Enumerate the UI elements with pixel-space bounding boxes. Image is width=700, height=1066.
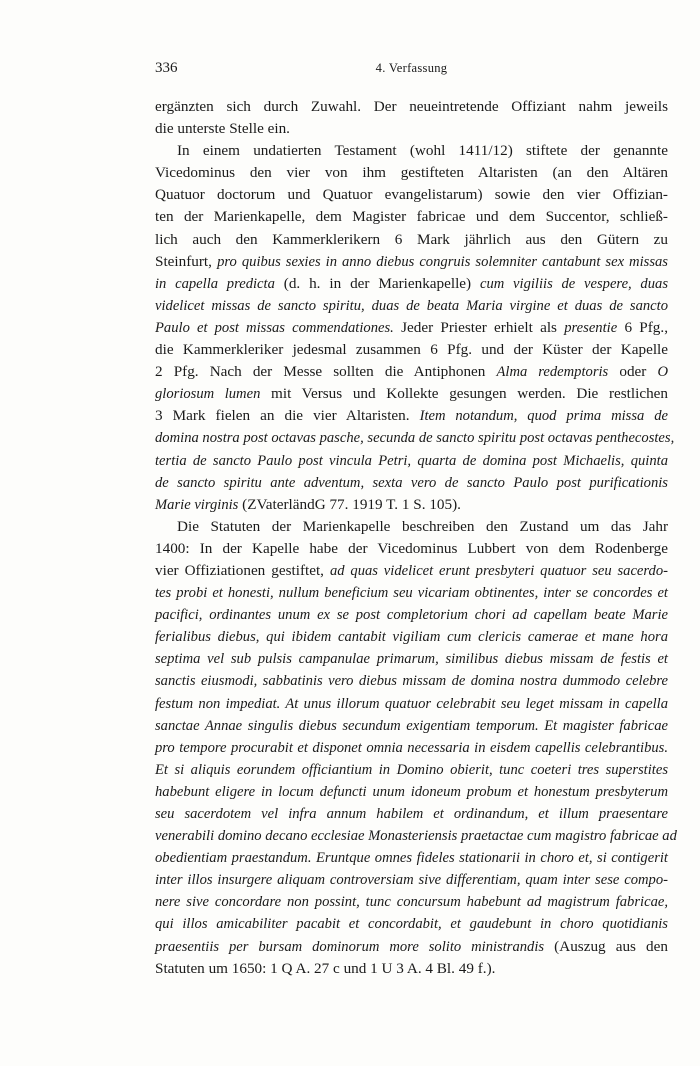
italic-quote-segment: presentie [564,319,618,336]
text-line [155,229,668,251]
text-line [155,958,668,980]
text-line [155,96,668,118]
text-line [155,427,675,449]
text-line [155,891,668,913]
text-line [155,494,668,516]
italic-quote-segment: de sancto spiritu ante adventum, sexta vero de sancto Paulo post purificationis [155,474,668,491]
text-segment: lich auch den Kammerklerikern 6 Mark jährlich aus den Gütern zu [155,230,668,248]
text-line [155,604,668,626]
italic-quote-segment: Item notandum, quod prima missa de [419,408,668,425]
italic-quote-segment: seu sacerdotem vel infra annum habilem et ordinandum, et illum praesentare [155,806,668,822]
text-line [155,361,668,383]
italic-quote-segment: habebunt eligere in locum defuncti unum idoneum probum et honestum presbyterum [155,783,668,800]
text-segment: die Kammerkleriker jedesmal zusammen 6 Pfg. und der Küster der Kapelle [155,341,668,359]
text-segment: (Auszug aus den [544,937,668,955]
text-segment: Statuten um 1650: 1 Q A. 27 c und 1 U 3 A. 4 Bl. 49 f.). [155,959,496,977]
text-line [155,648,668,670]
text-line [155,162,668,184]
text-line [155,781,668,803]
text-segment: Quatuor doctorum und Quatuor evangelistarum) sowie den vier Offizian- [155,186,668,204]
italic-quote-segment: in capella predicta [155,275,275,292]
text-line [155,560,668,582]
italic-quote-segment: nere sive concordare non possint, tunc concursum habebunt ad magistrum fabricae, [155,894,668,911]
italic-quote-segment: ferialibus diebus, qui ibidem cantabit vigiliam cum clericis camerae et mane hora [155,629,668,646]
text-segment: 6 Pfg., [617,318,668,336]
text-segment: ten der Marienkapelle, dem Magister fabricae und dem Succentor, schließ- [155,208,668,226]
text-segment: mit Versus und Kollekte gesungen werden. Die restlichen [260,385,668,403]
italic-quote-segment: gloriosum lumen [155,386,261,403]
text-segment: (d. h. in der Marienkapelle) [274,274,480,292]
text-segment: Jeder Priester erhielt als [393,318,565,336]
text-line [155,184,668,206]
text-line [155,317,668,339]
italic-quote-segment: ad quas videlicet erunt presbyteri quatuor seu sacerdo- [329,562,668,579]
italic-quote-segment: sanctis eiusmodi, sabbatinis vero diebus missam de domina nostra dummodo celebre [155,673,668,690]
text-line [155,869,668,891]
text-line [155,118,668,140]
italic-quote-segment: cum vigiliis de vespere, duas [480,275,668,292]
italic-quote-segment: domina nostra post octavas pasche, secunda de sancto spiritu post octavas penthecostes, [155,430,675,447]
italic-quote-segment: inter illos insurgere aliquam controversiam sive differentiam, quam inter sese compo- [155,872,668,889]
text-line [155,825,677,847]
text-line [155,693,668,715]
italic-quote-segment: pacifici, ordinantes unum ex se post completorium chori ad capellam beate Marie [155,607,668,624]
text-line [155,516,668,538]
text-segment: ergänzten sich durch Zuwahl. Der neueintretende Offiziant nahm jeweils [155,98,668,115]
text-line [155,626,668,648]
text-line [155,206,668,228]
text-segment: 1400: In der Kapelle habe der Vicedominus Lubbert von dem Rodenberge [155,539,668,557]
italic-quote-segment: obedientiam praestandum. Eruntque omnes fideles stationarii in choro et, si contigerit [155,850,668,867]
italic-quote-segment: pro tempore procurabit et disponet omnia necessaria in eisdem capellis celebrantibus. [155,739,668,756]
text-line [155,405,668,427]
text-line [155,251,668,273]
text-line [155,759,668,781]
text-segment: (ZVaterländG 77. 1919 T. 1 S. 105). [238,495,461,513]
text-line [155,339,668,361]
italic-quote-segment: qui illos amicabiliter pacabit et concordabit, et gaudebunt in choro quotidianis [155,916,668,933]
italic-quote-segment: videlicet missas de sancto spiritu, duas de beata Maria virgine et duas de sancto [155,297,668,314]
text-line [155,295,668,317]
text-line [155,803,668,825]
italic-quote-segment: tes probi et honesti, nullum beneficium seu vicariam obtinentes, inter se concordes et [155,585,668,602]
text-line [155,737,668,759]
page-header [155,60,668,80]
text-line [155,847,668,869]
text-segment: Die Statuten der Marienkapelle beschreiben den Zustand um das Jahr [177,517,668,535]
italic-quote-segment: sanctae Annae singulis diebus secundum exigentiam temporum. Et magister fabricae [155,717,668,734]
text-line [155,582,668,604]
italic-quote-segment: septima vel sub pulsis campanulae primarum, similibus diebus missam de festis et [155,651,668,668]
text-segment: vier Offiziationen gestiftet, [155,561,330,579]
text-line [155,913,668,935]
italic-quote-segment: O [657,364,668,381]
italic-quote-segment: Et si aliquis eorundem officiantium in Domino obierit, tunc coeteri tres superstites [155,761,668,778]
text-line [155,273,668,295]
italic-quote-segment: Paulo et post missas commendationes. [155,319,394,336]
italic-quote-segment: praesentiis per bursam dominorum more solito ministrandis [155,938,545,955]
text-line [155,670,668,692]
text-line [155,383,668,405]
italic-quote-segment: Marie virginis [155,496,239,513]
text-line [155,538,668,560]
text-segment: Vicedominus den vier von ihm gestifteten Altaristen (an den Altären [155,164,668,182]
italic-quote-segment: pro quibus sexies in anno diebus congruis solemniter cantabunt sex missas [217,253,668,270]
text-segment: In einem undatierten Testament (wohl 1411/12) stiftete der genannte [177,142,668,160]
text-line [155,450,668,472]
body-text [155,96,677,980]
italic-quote-segment: Alma redemptoris [496,364,609,381]
italic-quote-segment: tertia de sancto Paulo post vincula Petri, quarta de domina post Michaelis, quinta [155,452,668,469]
text-line [155,472,668,494]
text-segment: die unterste Stelle ein. [155,120,290,138]
text-line [155,140,668,162]
text-segment: 2 Pfg. Nach der Messe sollten die Antiphonen [155,363,497,381]
italic-quote-segment: venerabili domino decano ecclesiae Monasteriensis praetactae cum magistro fabricae ad [155,828,677,845]
text-line [155,936,668,958]
running-head: 4. Verfassung [375,61,448,75]
italic-quote-segment: festum non impediat. At unus illorum quatuor celebrabit seu leget missam in capella [155,695,668,712]
text-segment: Steinfurt, [155,252,218,270]
text-segment: 3 Mark fielen an die vier Altaristen. [155,407,420,425]
text-line [155,715,668,737]
text-segment: oder [608,363,658,381]
page-number: 336 [155,60,178,76]
